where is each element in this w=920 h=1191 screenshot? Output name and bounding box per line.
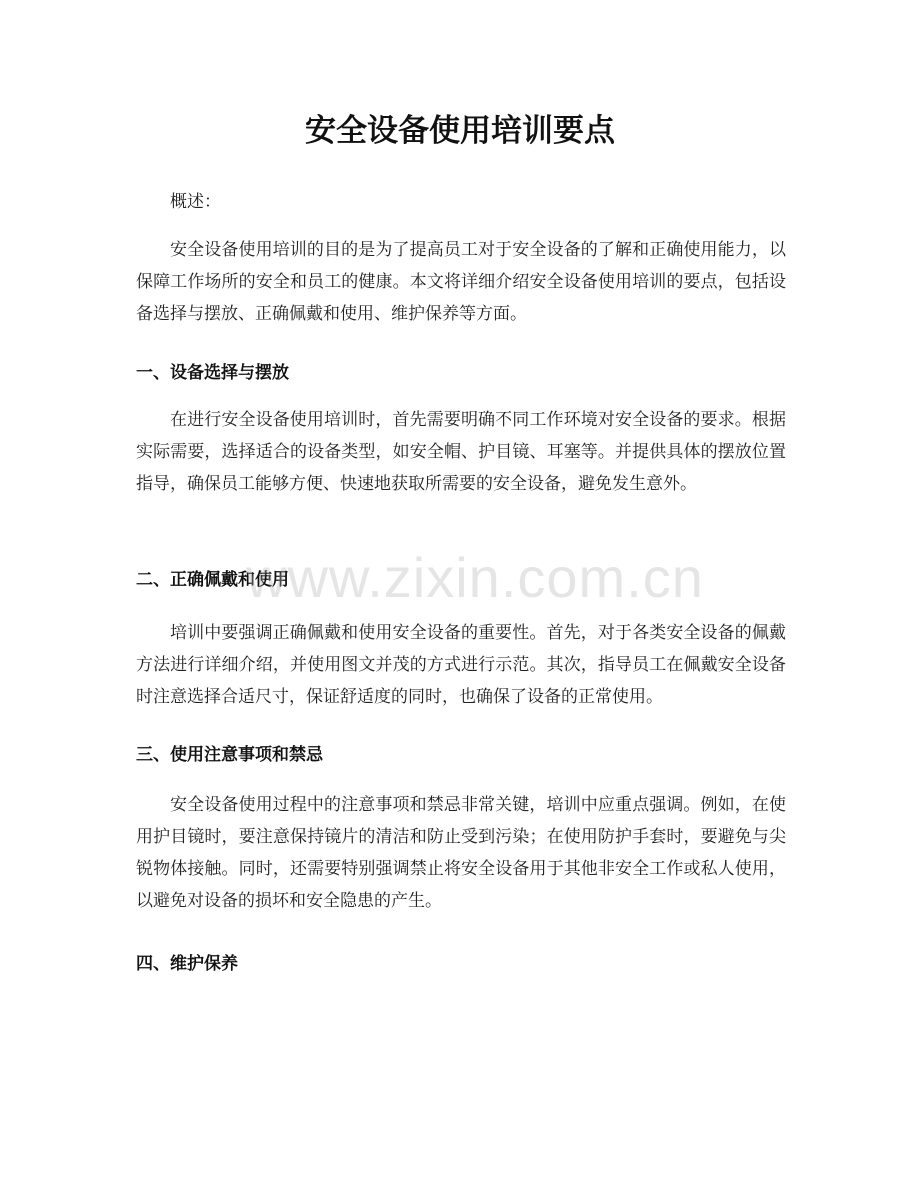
overview-paragraph: 安全设备使用培训的目的是为了提高员工对于安全设备的了解和正确使用能力，以保障工作场所的安全和员工的健康。本文将详细介绍安全设备使用培训的要点，包括设备选择与摆放、正确佩戴和使用、维护保养等方面。 [136,240,786,324]
document-title: 安全设备使用培训要点 [305,113,615,149]
section-heading-1: 一、设备选择与摆放 [136,363,289,383]
section-heading-2: 二、正确佩戴和使用 [136,570,289,590]
overview-label: 概述： [170,192,221,212]
section-heading-4: 四、维护保养 [136,954,238,974]
section-paragraph-2: 培训中要强调正确佩戴和使用安全设备的重要性。首先，对于各类安全设备的佩戴方法进行详细介绍，并使用图文并茂的方式进行示范。其次，指导员工在佩戴安全设备时注意选择合适尺寸，保证舒适度的同时，也确保了设备的正常使用。 [136,623,786,707]
section-heading-3: 三、使用注意事项和禁忌 [136,745,323,765]
section-paragraph-3: 安全设备使用过程中的注意事项和禁忌非常关键，培训中应重点强调。例如，在使用护目镜时，要注意保持镜片的清洁和防止受到污染；在使用防护手套时，要避免与尖锐物体接触。同时，还需要特别强调禁止将安全设备用于其他非安全工作或私人使用，以避免对设备的损坏和安全隐患的产生。 [136,795,786,911]
section-paragraph-1: 在进行安全设备使用培训时，首先需要明确不同工作环境对安全设备的要求。根据实际需要，选择适合的设备类型，如安全帽、护目镜、耳塞等。并提供具体的摆放位置指导，确保员工能够方便、快速地获取所需要的安全设备，避免发生意外。 [136,410,786,494]
watermark-text: www.zixin.com.cn [246,546,704,609]
